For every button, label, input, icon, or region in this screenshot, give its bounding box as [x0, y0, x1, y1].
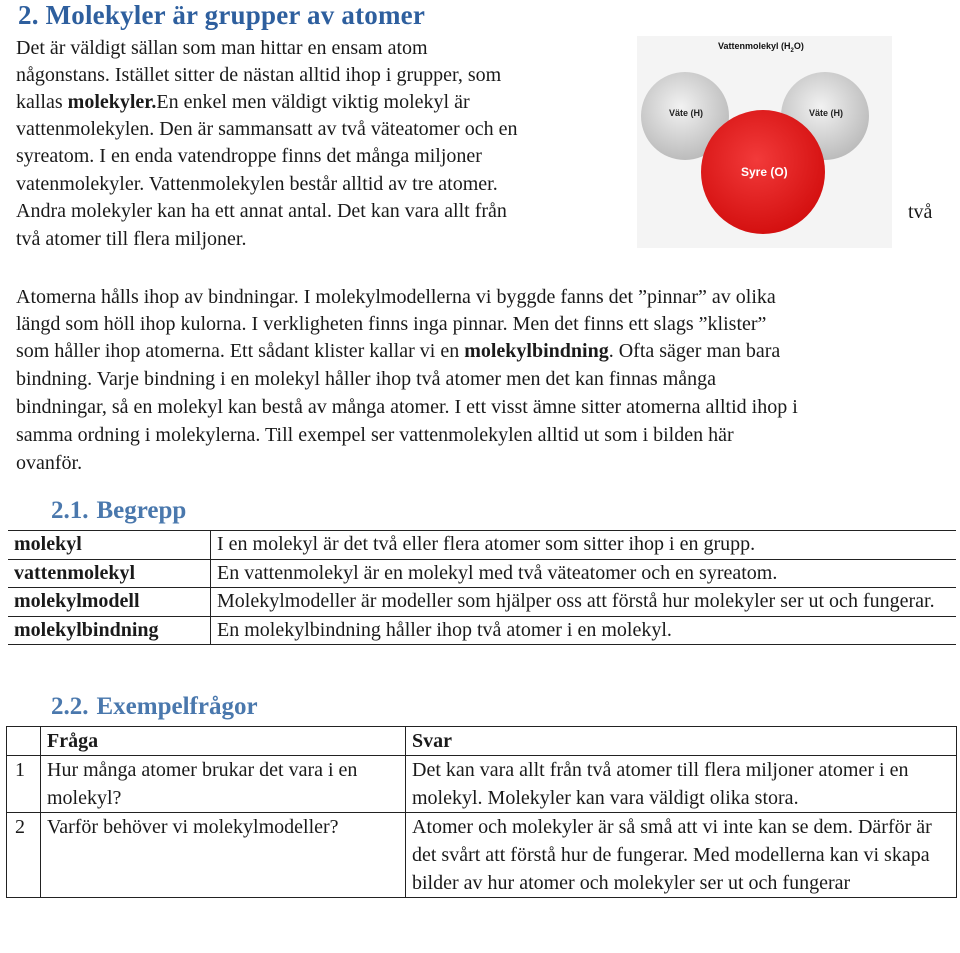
intro-line: vatenmolekyler. Vattenmolekylen består alltid av tre atomer.: [16, 173, 498, 195]
intro-line: [16, 89, 470, 116]
paragraph-line: Atomerna hålls ihop av bindningar. I molekylmodellerna vi byggde fanns det ”pinnar” av olika: [16, 286, 776, 308]
paragraph-line: längd som höll ihop kulorna. I verkligheten finns inga pinnar. Men det finns ett slags ”klister”: [16, 313, 767, 335]
definition-cell: I en molekyl är det två eller flera atomer som sitter ihop i en grupp.: [211, 531, 957, 560]
intro-line: två atomer till flera miljoner.: [16, 228, 247, 250]
term-cell: molekylbindning: [8, 616, 211, 645]
answer-cell: Det kan vara allt från två atomer till flera miljoner atomer i en molekyl. Molekyler kan vara väldigt olika stora.: [406, 756, 957, 813]
table-header-row: [7, 727, 957, 756]
header-nr-cell: [7, 727, 41, 756]
term-cell: vattenmolekyl: [8, 559, 211, 588]
right-atom-label: Väte (H): [809, 108, 844, 118]
term-molekyler: molekyler.: [67, 91, 157, 113]
table-row: [7, 813, 957, 898]
paragraph-line: ovanför.: [16, 452, 83, 474]
paragraph-line: bindningar, så en molekyl kan bestå av många atomer. I ett visst ämne sitter atomerna alltid ihop i: [16, 396, 798, 418]
paragraph-text: . Ofta säger man bara: [608, 340, 781, 362]
table-row: [7, 756, 957, 813]
term-cell: molekylmodell: [8, 588, 211, 617]
definition-cell: En vattenmolekyl är en molekyl med två väteatomer och en syreatom.: [211, 559, 957, 588]
row-number: 1: [7, 756, 41, 813]
answer-cell: Atomer och molekyler är så små att vi inte kan se dem. Därför är det svårt att förstå hur de fungerar. Med modellerna kan vi skapa bilder av hur atomer och molekyler ser ut och fungerar: [406, 813, 957, 898]
intro-line: vattenmolekylen. Den är sammansatt av två väteatomer och en: [16, 118, 518, 140]
paragraph-text: som håller ihop atomerna. Ett sådant klister kallar vi en: [16, 340, 465, 362]
exempelfragor-table: [6, 726, 957, 898]
paragraph-line: bindning. Varje bindning i en molekyl håller ihop två atomer men det kan finnas många: [16, 368, 717, 390]
begrepp-table: [8, 530, 956, 645]
table-row: [8, 559, 956, 588]
question-cell: Varför behöver vi molekylmodeller?: [41, 813, 406, 898]
term-cell: molekyl: [8, 531, 211, 560]
intro-line: någonstans. Istället sitter de nästan alltid ihop i grupper, som: [16, 64, 502, 86]
left-atom-label: Väte (H): [669, 108, 704, 118]
definition-cell: En molekylbindning håller ihop två atomer i en molekyl.: [211, 616, 957, 645]
intro-line: Andra molekyler kan ha ett annat antal. Det kan vara allt från: [16, 200, 507, 222]
stray-word: två: [908, 201, 933, 223]
term-molekylbindning: molekylbindning: [464, 340, 609, 362]
paragraph-line: [16, 338, 780, 365]
paragraph-line: samma ordning i molekylerna. Till exempel ser vattenmolekylen alltid ut som i bilden här: [16, 424, 734, 446]
definition-cell: Molekylmodeller är modeller som hjälper oss att förstå hur molekyler ser ut och fungerar.: [211, 588, 957, 617]
intro-line: Det är väldigt sällan som man hittar en ensam atom: [16, 37, 428, 59]
table-row: [8, 531, 956, 560]
figure-title: Vattenmolekyl $(H_2O)$: [718, 41, 804, 54]
question-cell: Hur många atomer brukar det vara i en molekyl?: [41, 756, 406, 813]
table-row: [8, 588, 956, 617]
page-title: 2. Molekyler är grupper av atomer: [18, 0, 426, 30]
intro-line: syreatom. I en enda vatendroppe finns det många miljoner: [16, 145, 482, 167]
header-svar: Svar: [406, 727, 957, 756]
intro-text: kallas: [16, 91, 68, 113]
center-atom-label: Syre (O): [741, 165, 788, 179]
water-molecule-diagram: [637, 36, 892, 248]
header-fraga: Fråga: [41, 727, 406, 756]
row-number: 2: [7, 813, 41, 898]
table-row: [8, 616, 956, 645]
section-heading-exempelfragor: 2.2. Exempelfrågor: [51, 693, 258, 720]
intro-text: En enkel men väldigt viktig molekyl är: [156, 91, 470, 113]
section-heading-begrepp: 2.1. Begrepp: [51, 497, 187, 524]
